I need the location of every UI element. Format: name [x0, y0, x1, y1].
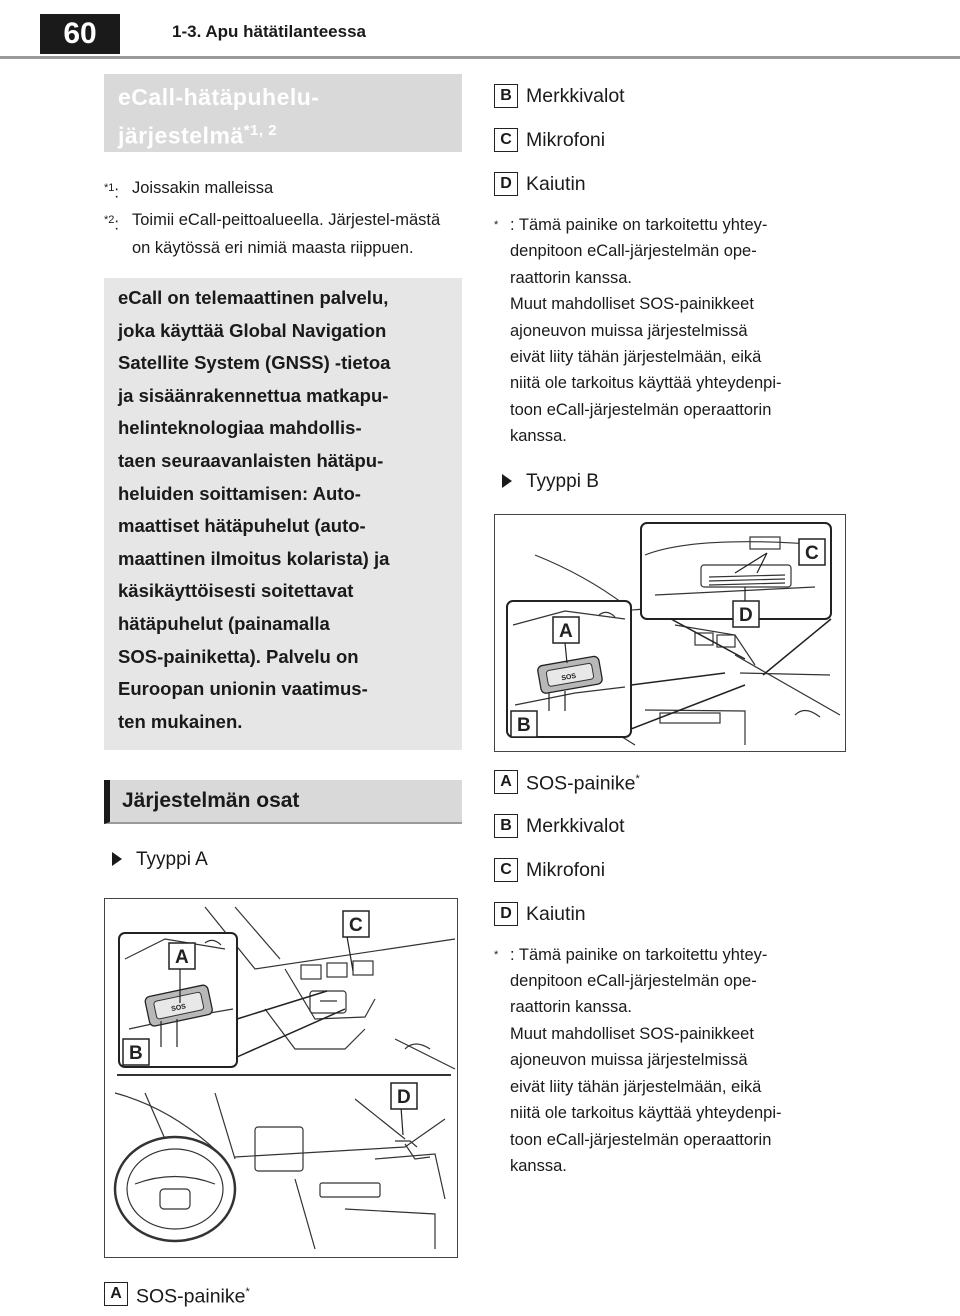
legend-text: Kaiutin — [526, 902, 586, 925]
callout-b — [511, 711, 537, 737]
legend-text: Kaiutin — [526, 173, 586, 195]
legend-item-a — [104, 1272, 462, 1316]
info-line: eCall on telemaattinen palvelu, — [118, 287, 389, 308]
info-line: Satellite System (GNSS) -tietoa — [118, 352, 391, 374]
legend-letter-box: A — [494, 770, 518, 794]
svg-text:A: A — [559, 620, 573, 642]
svg-text:B: B — [517, 714, 531, 736]
type-b-illustration — [494, 514, 846, 752]
svg-text:C: C — [349, 915, 363, 937]
legend-item-b — [494, 804, 846, 848]
callout-b — [123, 1039, 149, 1065]
sos-note: * : Tämä painike on tarkoitettu yhtey- denpitoon eCall-järjestelmän ope- raattorin kanssa. Muut mahdolliset SOS-painikkeet ajoneuvon muissa järjestelmissä eivät liity tähän järjestelmään, eikä niitä ole tarkoitus käyttää yhteydenpi- toon eCall-järjestelmän operaattorin kanssa. — [494, 216, 782, 446]
svg-text:D: D — [739, 604, 753, 626]
section-title-box — [104, 74, 462, 152]
legend-item-a — [494, 760, 846, 804]
type-b-figure — [495, 515, 845, 751]
footnote-2: $^{*2}$: Toimii eCall-peittoalueella. Järjestel-mästä on käytössä eri nimiä maasta riippuen. — [104, 211, 441, 257]
svg-text:C: C — [805, 542, 819, 564]
legend-letter-box: A — [104, 1282, 128, 1306]
legend-item-b — [494, 74, 846, 118]
info-line: maattinen ilmoitus kolarista) ja — [118, 547, 390, 569]
legend-item-c — [494, 118, 846, 162]
section-title-line1: eCall-hätäpuhelu- — [118, 84, 320, 110]
svg-text:D: D — [397, 1087, 411, 1109]
legend-text: Merkkivalot — [526, 85, 625, 107]
footnotes — [104, 174, 462, 262]
legend-letter-box: D — [494, 902, 518, 926]
type-a-heading: Tyyppi A — [104, 846, 462, 874]
callout-d — [391, 1083, 417, 1109]
callout-c — [343, 911, 369, 937]
legend-text: Mikrofoni — [526, 858, 606, 881]
info-line: ja sisäänrakennettua matkapu- — [118, 384, 389, 406]
svg-text:A: A — [175, 947, 189, 969]
footnote-1: $^{*1}$: Joissakin malleissa — [104, 179, 274, 202]
chapter-title: 1-3. Apu hätätilanteessa — [172, 22, 366, 41]
legend-item-c — [494, 848, 846, 892]
sos-button-label: SOS — [560, 672, 577, 682]
type-b-legend — [494, 760, 846, 936]
info-line: SOS-painiketta). Palvelu on — [118, 645, 359, 667]
legend-text: Merkkivalot — [526, 814, 625, 837]
info-line: Euroopan unionin vaatimus- — [118, 678, 368, 700]
callout-d — [733, 601, 759, 627]
svg-text:B: B — [129, 1043, 143, 1065]
callout-a — [553, 617, 579, 643]
callout-a — [169, 943, 195, 969]
info-line: hätäpuhelut (painamalla — [118, 612, 330, 634]
legend-letter-box: C — [494, 858, 518, 882]
triangle-bullet-icon — [502, 474, 512, 488]
legend-letter-box: B — [494, 814, 518, 838]
section-heading: Järjestelmän osat — [104, 780, 462, 824]
legend-text: Mikrofoni — [526, 129, 606, 151]
legend-letter-box: C — [494, 128, 518, 152]
legend-item-d — [494, 892, 846, 936]
right-column — [494, 74, 846, 1179]
info-line: maattiset hätäpuhelut (auto- — [118, 515, 366, 537]
title-footnote-ref: *1, 2 — [243, 122, 278, 139]
info-line: joka käyttää Global Navigation — [118, 319, 387, 341]
legend-text: SOS-painike* — [136, 1285, 250, 1308]
sos-button-label: SOS — [170, 1003, 187, 1014]
left-column — [104, 74, 462, 1316]
type-b-heading: Tyyppi B — [494, 468, 846, 496]
type-a-illustration — [104, 898, 458, 1258]
info-box — [104, 278, 462, 750]
info-line: taen seuraavanlaisten hätäpu- — [118, 449, 384, 471]
info-line: käsikäyttöisesti soitettavat — [118, 580, 354, 602]
legend-letter-box: B — [494, 84, 518, 108]
legend-letter-box: D — [494, 172, 518, 196]
page-number: 60 — [40, 14, 120, 54]
info-line: helinteknologiaa mahdollis- — [118, 417, 362, 439]
type-a-figure — [105, 899, 457, 1257]
triangle-bullet-icon — [112, 852, 122, 866]
info-line: heluiden soittamisen: Auto- — [118, 482, 361, 504]
legend-item-d — [494, 162, 846, 206]
sos-note: * : Tämä painike on tarkoitettu yhtey- denpitoon eCall-järjestelmän ope- raattorin kanssa. Muut mahdolliset SOS-painikkeet ajoneuvon muissa järjestelmissä eivät liity tähän järjestelmään, eikä niitä ole tarkoitus käyttää yhteydenpi- toon eCall-järjestelmän operaattorin kanssa. — [494, 945, 782, 1175]
header-divider — [0, 56, 960, 59]
legend-text: SOS-painike* — [526, 772, 640, 795]
section-title-line2: järjestelmä$^{*1, 2}$ — [118, 122, 278, 149]
info-line: ten mukainen. — [118, 710, 243, 732]
callout-c — [799, 539, 825, 565]
